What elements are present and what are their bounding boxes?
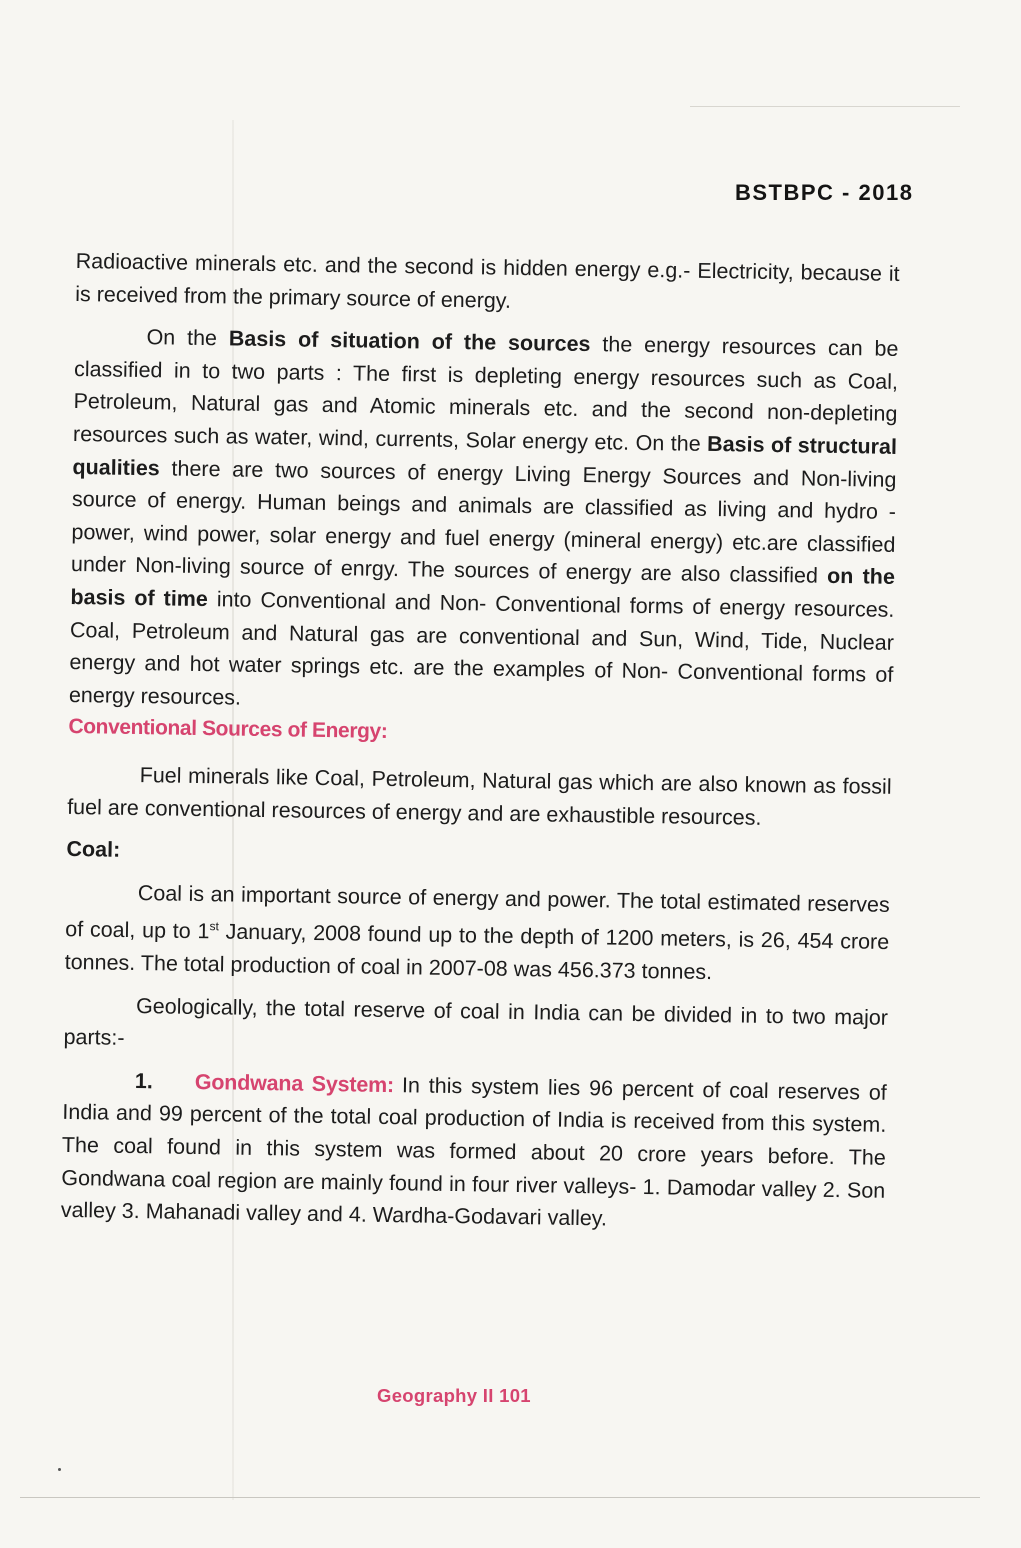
- gondwana-term: Gondwana System:: [194, 1069, 395, 1097]
- bold-term-situation: Basis of situation of the sources: [228, 326, 591, 357]
- text-run: January, 2008 found up to the depth of 1200 meters, is 26, 454 crore tonnes. The total production of coal in 2007-08 was 456.373 tonnes.: [64, 919, 890, 985]
- list-number: 1.: [134, 1068, 154, 1094]
- paragraph-fuel-minerals: Fuel minerals like Coal, Petroleum, Natural gas which are also known as fossil fuel are conventional resources of energy and are exhaustible resources.: [66, 762, 892, 830]
- text-run: into Conventional and Non- Conventional forms of energy resources. Coal, Petroleum and Natural gas are conventional and Sun, Wind, Tide, Nuclear energy and hot water springs etc. are the examples of Non- Conventional forms of energy resources.: [68, 587, 895, 710]
- section-heading-conventional: Conventional Sources of Energy:: [68, 715, 388, 744]
- bold-term-structural: Basis of structural qualities: [72, 431, 898, 480]
- text-run: there are two sources of energy Living Energy Sources and Non-living source of energy. Human beings and animals are classified as living and hydro - power, wind power, solar energy and fuel energy (mineral energy) etc.are classified under Non-living source of enrgy. The sources of energy are also classified: [70, 455, 897, 589]
- text-run: Coal is an important source of energy and power. The total estimated reserves of coal, up to 1: [65, 880, 890, 944]
- top-edge-line: [690, 106, 960, 107]
- body-content: [61, 245, 900, 1240]
- section-heading-coal: Coal:: [66, 837, 121, 862]
- text-run: On the: [146, 325, 230, 351]
- page-header: BSTBPC - 2018: [735, 180, 914, 205]
- bottom-rule: [20, 1497, 980, 1498]
- bold-term-time: on the basis of time: [70, 564, 896, 612]
- paragraph-gondwana: [61, 1064, 887, 1240]
- text-run: In this system lies 96 percent of coal reserves of India and 99 percent of the total coal production of India is received from this system. The coal found in this system was formed about 20 crore years before. The Gondwana coal region are mainly found in four river valleys- 1. Damodar valley 2. Son valley 3. Mahanadi valley and 4. Wardha-Godavari valley.: [60, 1073, 887, 1231]
- speck-dot: [58, 1468, 61, 1471]
- paragraph-geologically: Geologically, the total reserve of coal in India can be divided in to two major parts:-: [63, 993, 889, 1051]
- paragraph-radioactive: Radioactive minerals etc. and the second is hidden energy e.g.- Electricity, because it is received from the primary source of energy.: [75, 248, 900, 313]
- paragraph-coal: [64, 876, 890, 992]
- text-run: the energy resources can be classified in to two parts : The first is depleting energy resources such as Coal, Petroleum, Natural gas and Atomic minerals etc. and the second non-depleting resources such as water, wind, currents, Solar energy etc. On the: [72, 332, 899, 456]
- page-footer: Geography II 101: [377, 1385, 531, 1406]
- superscript-st: st: [209, 919, 219, 934]
- paragraph-classification: [69, 320, 899, 724]
